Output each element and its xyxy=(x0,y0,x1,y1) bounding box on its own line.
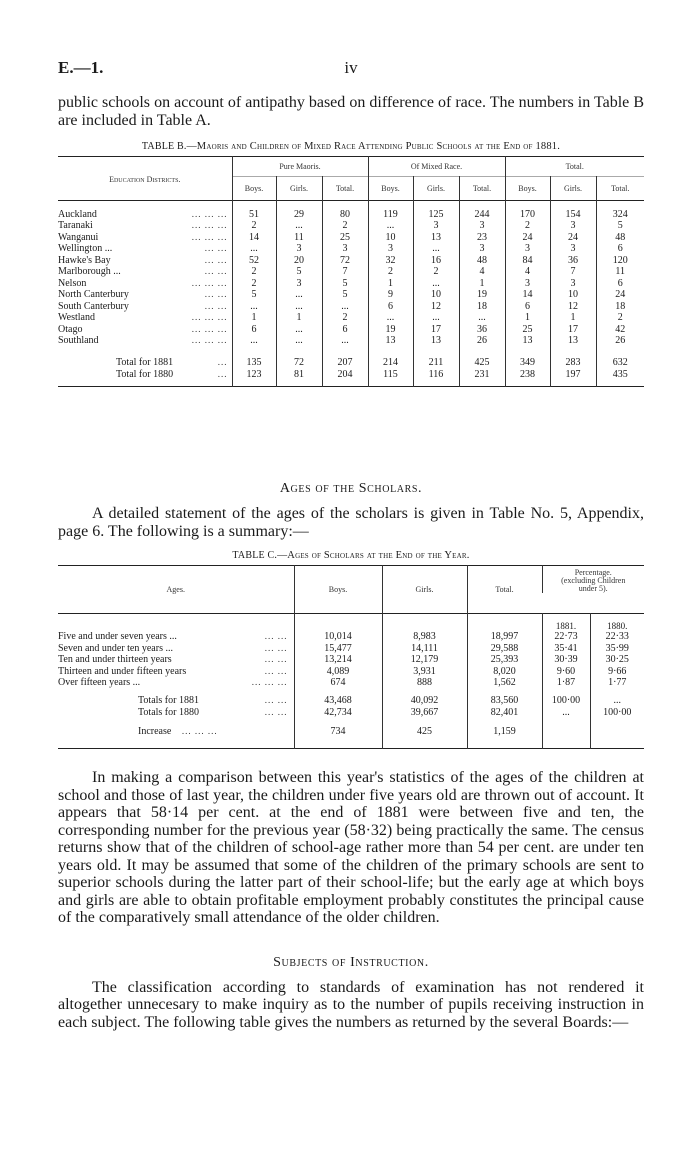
table-b-value-cell: 7 xyxy=(550,266,596,278)
table-b-value-cell: 48 xyxy=(596,232,644,244)
table-c-row xyxy=(58,677,644,689)
leader-dots: ... ... xyxy=(204,289,228,300)
table-c-total-cell: 25,393 xyxy=(467,654,542,666)
table-c-p1881-cell: 1·87 xyxy=(542,677,590,689)
table-c-total-girls-cell: 40,092 xyxy=(382,695,467,707)
table-c-p1881-cell: 30·39 xyxy=(542,654,590,666)
table-b-sub-total: Total. xyxy=(322,177,368,201)
table-b-col-districts: Education Districts. xyxy=(109,175,181,184)
table-b-row xyxy=(58,312,644,324)
table-b-value-cell: ... xyxy=(276,324,322,336)
table-b-total-cell: 349 xyxy=(505,357,550,369)
leader-dots: ... ... ... xyxy=(191,323,228,334)
table-c-total-p1880-cell: 100·00 xyxy=(590,707,644,719)
table-b-value-cell: 17 xyxy=(413,324,459,336)
table-b-value-cell: ... xyxy=(413,312,459,324)
table-b-value-cell: ... xyxy=(232,335,276,347)
table-c-year-1881: 1881. xyxy=(542,613,590,631)
table-c-p1880-cell: 22·33 xyxy=(590,631,644,643)
table-b-value-cell: 14 xyxy=(505,289,550,301)
table-c-girls-cell: 8,983 xyxy=(382,631,467,643)
table-b-value-cell: ... xyxy=(368,220,413,232)
table-b-value-cell: 244 xyxy=(459,209,505,221)
table-b xyxy=(58,156,644,387)
table-b-district-cell xyxy=(58,324,232,336)
table-c-boys-cell: 15,477 xyxy=(294,643,382,655)
table-c-total-total-cell: 83,560 xyxy=(467,695,542,707)
table-b-value-cell: 19 xyxy=(368,324,413,336)
table-c-caption xyxy=(58,550,644,561)
table-b-value-cell: 6 xyxy=(232,324,276,336)
table-c-p1880-cell: 30·25 xyxy=(590,654,644,666)
table-c-boys-cell: 4,089 xyxy=(294,666,382,678)
table-b-value-cell: 48 xyxy=(459,255,505,267)
table-b-value-cell: 13 xyxy=(413,232,459,244)
district-name: Otago xyxy=(58,323,83,335)
table-c-row xyxy=(58,631,644,643)
total-label: Total for 1881 xyxy=(116,357,174,368)
table-b-total-cell: 632 xyxy=(596,357,644,369)
table-b-sub-boys: Boys. xyxy=(232,177,276,201)
table-b-value-cell: ... xyxy=(232,243,276,255)
table-b-total-cell: 72 xyxy=(276,357,322,369)
table-b-value-cell: 3 xyxy=(550,220,596,232)
table-b-value-cell: 11 xyxy=(596,266,644,278)
table-b-value-cell: ... xyxy=(276,220,322,232)
table-b-value-cell: 6 xyxy=(596,243,644,255)
table-b-value-cell: 3 xyxy=(276,243,322,255)
table-b-value-cell: 2 xyxy=(505,220,550,232)
age-label: Thirteen and under fifteen years xyxy=(58,665,187,677)
district-name: Hawke's Bay xyxy=(58,254,111,266)
district-name: South Canterbury xyxy=(58,300,129,312)
table-c-row xyxy=(58,654,644,666)
table-c-total-boys-cell: 43,468 xyxy=(294,695,382,707)
page-number: iv xyxy=(344,58,358,77)
table-b-value-cell: 1 xyxy=(368,278,413,290)
table-b-row xyxy=(58,266,644,278)
table-b-value-cell: 4 xyxy=(459,266,505,278)
leader-dots: ... ... ... xyxy=(191,312,228,323)
table-b-value-cell: 3 xyxy=(505,243,550,255)
table-b-value-cell: 324 xyxy=(596,209,644,221)
table-b-caption xyxy=(58,141,644,152)
subjects-paragraph: The classification according to standards of examination has not rendered it altogether unnecesary to make inquiry as to the number of pupils receiving instruction in each subject. The following table gives the numbers as returned by the several Boards:— xyxy=(58,978,644,1031)
table-b-sub-total: Total. xyxy=(459,177,505,201)
leader-dots: ... ... xyxy=(204,254,228,265)
table-b-row xyxy=(58,243,644,255)
table-b-value-cell: ... xyxy=(413,243,459,255)
table-b-value-cell: 36 xyxy=(550,255,596,267)
table-b-district-cell xyxy=(58,301,232,313)
table-b-sub-total: Total. xyxy=(596,177,644,201)
table-b-value-cell: 52 xyxy=(232,255,276,267)
table-c-increase-total: 1,159 xyxy=(467,725,542,739)
table-c-increase-label: Increase xyxy=(138,726,172,737)
table-c-total-cell: 1,562 xyxy=(467,677,542,689)
table-b-value-cell: 2 xyxy=(368,266,413,278)
table-c-age-cell xyxy=(58,666,294,678)
table-b-value-cell: 3 xyxy=(276,278,322,290)
table-b-group-mixed-race: Of Mixed Race. xyxy=(368,157,505,177)
table-b-value-cell: 3 xyxy=(505,278,550,290)
table-b-district-cell xyxy=(58,312,232,324)
table-b-row xyxy=(58,289,644,301)
table-b-row xyxy=(58,335,644,347)
table-b-sub-girls: Girls. xyxy=(276,177,322,201)
table-b-district-cell xyxy=(58,289,232,301)
table-b-value-cell: 3 xyxy=(550,243,596,255)
leader-dots: ... ... xyxy=(204,266,228,277)
document-page xyxy=(58,58,644,1031)
table-b-value-cell: 3 xyxy=(459,243,505,255)
table-b-value-cell: 1 xyxy=(505,312,550,324)
table-b-value-cell: ... xyxy=(276,289,322,301)
table-c-row xyxy=(58,666,644,678)
table-b-value-cell: 2 xyxy=(232,278,276,290)
ages-heading: Ages of the Scholars. xyxy=(279,481,423,496)
table-b-value-cell: 3 xyxy=(413,220,459,232)
table-b-row xyxy=(58,255,644,267)
table-c-girls-cell: 12,179 xyxy=(382,654,467,666)
table-b-caption-prefix: TABLE B.— xyxy=(141,141,197,152)
leader-dots: ... ... xyxy=(264,631,288,642)
table-b-value-cell: 10 xyxy=(368,232,413,244)
district-name: North Canterbury xyxy=(58,289,129,301)
table-b-value-cell: ... xyxy=(368,312,413,324)
table-b-value-cell: 6 xyxy=(596,278,644,290)
table-c-caption-prefix: TABLE C.— xyxy=(232,550,288,561)
comparison-paragraph: In making a comparison between this year's statistics of the ages of the children at school and those of last year, the children under five years old are thrown out of account. It appears that 58·14 per cent. at the end of 1881 were between five and ten, the corresponding number for the previous year (58·32) being practically the same. The census returns show that of the children of school-age rather more than 54 per cent. are under ten years old. It may be assumed that some of the children of the primary schools are sent to superior schools during the latter part of their school-life; but the early age at which boys and girls are able to obtain profitable employment probably constitutes the principal cause of the comparatively small attendance of the older children. xyxy=(58,769,644,926)
table-c-total-cell: 8,020 xyxy=(467,666,542,678)
table-b-value-cell: 2 xyxy=(413,266,459,278)
table-c-pct-line2: (excluding Children xyxy=(561,576,626,585)
table-c-boys-cell: 674 xyxy=(294,677,382,689)
table-b-value-cell: 25 xyxy=(322,232,368,244)
table-b-value-cell: 18 xyxy=(596,301,644,313)
district-name: Auckland xyxy=(58,208,97,220)
table-b-value-cell: 2 xyxy=(596,312,644,324)
table-c-girls-cell: 888 xyxy=(382,677,467,689)
leader-dots: ... ... xyxy=(204,243,228,254)
table-b-value-cell: 5 xyxy=(596,220,644,232)
table-b-value-cell: 42 xyxy=(596,324,644,336)
table-c-girls-cell: 3,931 xyxy=(382,666,467,678)
table-c-total-p1880-cell: ... xyxy=(590,695,644,707)
table-b-value-cell: 5 xyxy=(232,289,276,301)
table-b-value-cell: 2 xyxy=(322,220,368,232)
table-c-p1880-cell: 35·99 xyxy=(590,643,644,655)
table-b-value-cell: 3 xyxy=(322,243,368,255)
table-c-col-boys: Boys. xyxy=(294,566,382,614)
table-c-boys-cell: 10,014 xyxy=(294,631,382,643)
table-c-total-row xyxy=(58,695,644,707)
table-b-total-cell: 116 xyxy=(413,369,459,381)
table-b-total-cell: 231 xyxy=(459,369,505,381)
table-b-total-cell: 283 xyxy=(550,357,596,369)
document-code: E.—1. xyxy=(58,58,104,77)
table-b-value-cell: 1 xyxy=(232,312,276,324)
table-c-girls-cell: 14,111 xyxy=(382,643,467,655)
table-b-row xyxy=(58,232,644,244)
table-c-age-cell xyxy=(58,677,294,689)
district-name: Nelson xyxy=(58,277,87,289)
table-b-sub-girls: Girls. xyxy=(413,177,459,201)
table-b-value-cell: 120 xyxy=(596,255,644,267)
table-b-value-cell: 13 xyxy=(550,335,596,347)
table-b-value-cell: 1 xyxy=(550,312,596,324)
table-c-p1881-cell: 9·60 xyxy=(542,666,590,678)
leader-dots: ... xyxy=(217,369,228,379)
table-b-district-cell xyxy=(58,209,232,221)
table-b-value-cell: 24 xyxy=(596,289,644,301)
table-c-row xyxy=(58,643,644,655)
table-b-total-row xyxy=(58,357,644,369)
table-b-total-cell: 207 xyxy=(322,357,368,369)
leader-dots: ... ... xyxy=(204,300,228,311)
table-c-year-1880: 1880. xyxy=(590,613,644,631)
table-c-age-cell xyxy=(58,631,294,643)
table-b-value-cell: 24 xyxy=(505,232,550,244)
table-b-value-cell: 3 xyxy=(550,278,596,290)
table-b-value-cell: 9 xyxy=(368,289,413,301)
table-b-value-cell: 10 xyxy=(550,289,596,301)
page-header xyxy=(58,58,644,84)
table-c-total-label-cell xyxy=(58,707,294,719)
district-name: Wellington ... xyxy=(58,243,113,255)
table-b-value-cell: 1 xyxy=(276,312,322,324)
total-label: Total for 1880 xyxy=(116,369,174,380)
table-b-district-cell xyxy=(58,278,232,290)
table-b-value-cell: 24 xyxy=(550,232,596,244)
table-b-value-cell: ... xyxy=(276,335,322,347)
table-c-p1880-cell: 9·66 xyxy=(590,666,644,678)
total-label: Totals for 1880 xyxy=(138,707,199,718)
leader-dots: ... ... xyxy=(264,665,288,676)
table-b-value-cell: 2 xyxy=(232,220,276,232)
table-b-row xyxy=(58,209,644,221)
ages-paragraph: A detailed statement of the ages of the scholars is given in Table No. 5, Appendix, page 6. The following is a summary:— xyxy=(58,505,644,540)
table-b-value-cell: 4 xyxy=(505,266,550,278)
table-b-value-cell: 170 xyxy=(505,209,550,221)
table-b-value-cell: 3 xyxy=(459,220,505,232)
table-b-value-cell: 80 xyxy=(322,209,368,221)
table-c-total-p1881-cell: ... xyxy=(542,707,590,719)
table-b-district-cell xyxy=(58,243,232,255)
table-b-caption-title: Maoris and Children of Mixed Race Attending Public Schools at the End of 1881. xyxy=(196,141,561,152)
table-b-value-cell: 125 xyxy=(413,209,459,221)
table-b-total-label-cell xyxy=(58,357,232,369)
table-b-value-cell: 12 xyxy=(413,301,459,313)
table-b-value-cell: 36 xyxy=(459,324,505,336)
table-b-value-cell: ... xyxy=(459,312,505,324)
table-b-district-cell xyxy=(58,220,232,232)
table-b-value-cell: 84 xyxy=(505,255,550,267)
age-label: Over fifteen years ... xyxy=(58,677,141,689)
table-b-value-cell: 26 xyxy=(459,335,505,347)
table-c-pct-line1: Percentage. xyxy=(574,568,612,577)
table-b-value-cell: 3 xyxy=(368,243,413,255)
table-b-value-cell: 23 xyxy=(459,232,505,244)
subjects-heading: Subjects of Instruction. xyxy=(273,954,429,970)
table-b-value-cell: 5 xyxy=(322,278,368,290)
table-c-increase-boys: 734 xyxy=(294,725,382,739)
table-c-boys-cell: 13,214 xyxy=(294,654,382,666)
table-b-total-cell: 425 xyxy=(459,357,505,369)
district-name: Wanganui xyxy=(58,231,99,243)
table-b-value-cell: 5 xyxy=(276,266,322,278)
table-b-value-cell: 26 xyxy=(596,335,644,347)
table-b-total-cell: 197 xyxy=(550,369,596,381)
table-c-total-label-cell xyxy=(58,695,294,707)
table-b-value-cell: 6 xyxy=(505,301,550,313)
table-b-row xyxy=(58,278,644,290)
table-b-value-cell: 11 xyxy=(276,232,322,244)
table-b-value-cell: 154 xyxy=(550,209,596,221)
table-b-total-row xyxy=(58,369,644,381)
table-b-value-cell: 13 xyxy=(505,335,550,347)
leader-dots: ... ... ... xyxy=(191,220,228,231)
leader-dots: ... ... xyxy=(264,695,288,705)
table-b-value-cell: ... xyxy=(232,301,276,313)
table-c-total-row xyxy=(58,707,644,719)
table-b-value-cell: 6 xyxy=(322,324,368,336)
table-b-value-cell: 51 xyxy=(232,209,276,221)
table-c-age-cell xyxy=(58,643,294,655)
table-b-total-cell: 115 xyxy=(368,369,413,381)
leader-dots: ... ... ... xyxy=(191,335,228,346)
table-b-value-cell: 16 xyxy=(413,255,459,267)
table-b-total-label-cell xyxy=(58,369,232,381)
leader-dots: ... ... ... xyxy=(191,277,228,288)
table-c-caption-title: Ages of Scholars at the End of the Year. xyxy=(287,550,470,561)
table-c-col-ages: Ages. xyxy=(166,584,185,594)
age-label: Five and under seven years ... xyxy=(58,631,177,643)
table-b-value-cell: 32 xyxy=(368,255,413,267)
table-c-col-percentage xyxy=(542,566,644,594)
table-b-value-cell: 13 xyxy=(368,335,413,347)
leader-dots: ... ... xyxy=(264,707,288,717)
table-b-total-cell: 123 xyxy=(232,369,276,381)
leader-dots: ... ... ... xyxy=(191,231,228,242)
table-b-sub-girls: Girls. xyxy=(550,177,596,201)
table-c-total-p1881-cell: 100·00 xyxy=(542,695,590,707)
table-b-value-cell: 119 xyxy=(368,209,413,221)
district-name: Marlborough ... xyxy=(58,266,121,278)
table-c-total-cell: 18,997 xyxy=(467,631,542,643)
table-b-value-cell: 18 xyxy=(459,301,505,313)
table-b-total-cell: 435 xyxy=(596,369,644,381)
table-b-value-cell: ... xyxy=(276,301,322,313)
table-b-total-cell: 238 xyxy=(505,369,550,381)
table-b-district-cell xyxy=(58,255,232,267)
table-b-value-cell: 25 xyxy=(505,324,550,336)
leader-dots: ... ... ... xyxy=(191,208,228,219)
table-b-total-cell: 81 xyxy=(276,369,322,381)
table-b-sub-boys: Boys. xyxy=(505,177,550,201)
table-b-value-cell: 10 xyxy=(413,289,459,301)
table-c-increase-row xyxy=(58,725,644,739)
table-b-district-cell xyxy=(58,232,232,244)
table-b-total-cell: 211 xyxy=(413,357,459,369)
table-b-value-cell: 13 xyxy=(413,335,459,347)
table-c-p1881-cell: 35·41 xyxy=(542,643,590,655)
district-name: Taranaki xyxy=(58,220,93,232)
table-b-district-cell xyxy=(58,335,232,347)
table-c-p1880-cell: 1·77 xyxy=(590,677,644,689)
leader-dots: ... ... xyxy=(264,654,288,665)
table-b-value-cell: ... xyxy=(322,335,368,347)
table-b-value-cell: 12 xyxy=(550,301,596,313)
table-b-value-cell: 6 xyxy=(368,301,413,313)
table-c-p1881-cell: 22·73 xyxy=(542,631,590,643)
table-b-group-pure-maoris: Pure Maoris. xyxy=(232,157,368,177)
table-c-total-cell: 29,588 xyxy=(467,643,542,655)
table-b-value-cell: 5 xyxy=(322,289,368,301)
table-c-col-girls: Girls. xyxy=(382,566,467,614)
district-name: Southland xyxy=(58,335,99,347)
table-b-value-cell: 2 xyxy=(322,312,368,324)
total-label: Totals for 1881 xyxy=(138,695,199,706)
table-b-total-cell: 135 xyxy=(232,357,276,369)
leader-dots: ... xyxy=(217,357,228,367)
district-name: Westland xyxy=(58,312,95,324)
table-b-district-cell xyxy=(58,266,232,278)
table-c-total-boys-cell: 42,734 xyxy=(294,707,382,719)
leader-dots: ... ... ... xyxy=(251,677,288,688)
age-label: Seven and under ten years ... xyxy=(58,642,173,654)
table-b-value-cell: 19 xyxy=(459,289,505,301)
table-c-total-girls-cell: 39,667 xyxy=(382,707,467,719)
table-b-value-cell: 14 xyxy=(232,232,276,244)
table-c-col-total: Total. xyxy=(467,566,542,614)
table-b-value-cell: 20 xyxy=(276,255,322,267)
table-b-total-cell: 204 xyxy=(322,369,368,381)
age-label: Ten and under thirteen years xyxy=(58,654,172,666)
table-b-row xyxy=(58,220,644,232)
table-b-value-cell: ... xyxy=(322,301,368,313)
table-b-group-total: Total. xyxy=(505,157,644,177)
table-b-total-cell: 214 xyxy=(368,357,413,369)
intro-paragraph: public schools on account of antipathy based on difference of race. The numbers in Table B are included in Table A. xyxy=(58,94,644,129)
table-b-value-cell: 7 xyxy=(322,266,368,278)
table-c-pct-line3: under 5). xyxy=(578,584,608,593)
table-b-row xyxy=(58,301,644,313)
leader-dots: ... ... ... xyxy=(181,726,218,736)
table-b-row xyxy=(58,324,644,336)
table-c-increase-girls: 425 xyxy=(382,725,467,739)
table-b-value-cell: 29 xyxy=(276,209,322,221)
table-b-sub-boys: Boys. xyxy=(368,177,413,201)
table-b-value-cell: 17 xyxy=(550,324,596,336)
leader-dots: ... ... xyxy=(264,642,288,653)
table-b-value-cell: ... xyxy=(413,278,459,290)
table-b-value-cell: 1 xyxy=(459,278,505,290)
table-c-age-cell xyxy=(58,654,294,666)
table-c-total-total-cell: 82,401 xyxy=(467,707,542,719)
table-b-value-cell: 72 xyxy=(322,255,368,267)
table-c xyxy=(58,565,644,749)
table-b-value-cell: 2 xyxy=(232,266,276,278)
